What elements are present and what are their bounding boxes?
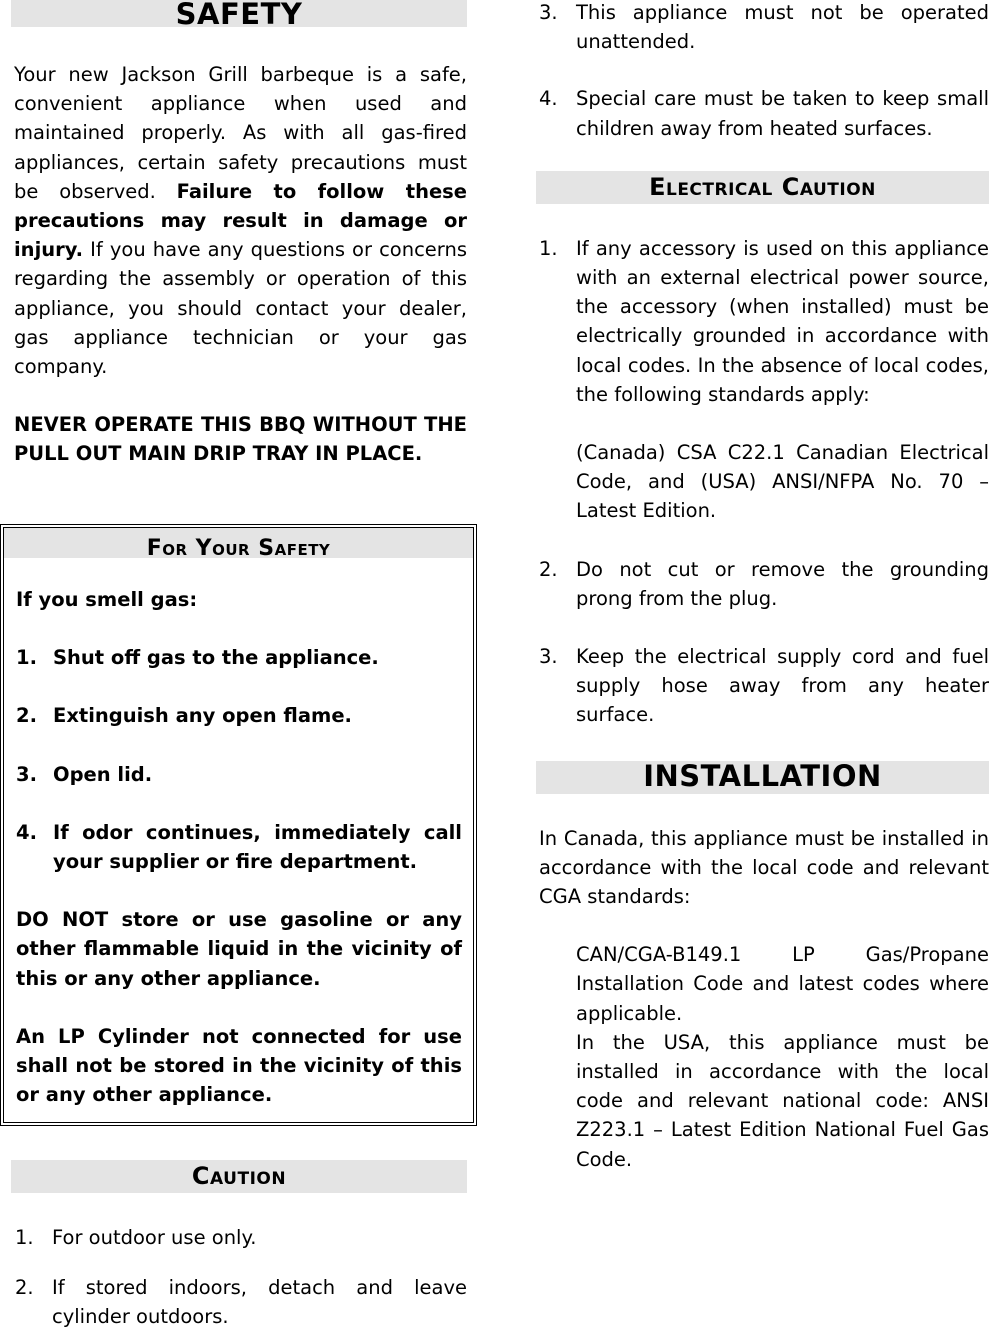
caution-list	[11, 1223, 467, 1332]
caution-section	[11, 1160, 467, 1332]
electrical-list-more	[536, 555, 989, 730]
gas-step: 4. If odor continues, immediately call your supplier or fire department.	[16, 820, 462, 874]
caution-item: 1. For outdoor use only.	[15, 1226, 257, 1249]
left-column	[11, 0, 467, 469]
gas-steps-list	[16, 643, 462, 876]
gas-step: 1. Shut off gas to the appliance.	[16, 646, 379, 670]
safety-intro-plain: Your new Jackson Grill barbeque is a safe, convenient appliance when used and maintained properly. As with all gas-fired appliances, certain safety precautions must be observed.	[14, 63, 467, 203]
caution-heading: Caution	[11, 1160, 467, 1193]
electrical-item: 3. Keep the electrical supply cord and fuel supply hose away from any heater surface.	[539, 645, 989, 727]
for-your-safety-box	[0, 524, 477, 1126]
caution-list-continued	[536, 0, 989, 143]
installation-intro: In Canada, this appliance must be installed in accordance with the local code and relevant CGA standards:	[539, 826, 989, 909]
electrical-caution-heading: Electrical Caution	[536, 171, 989, 204]
do-not-store-warning: DO NOT store or use gasoline or any other flammable liquid in the vicinity of this or any other appliance.	[16, 908, 462, 990]
right-column	[536, 0, 989, 1174]
caution-item: 2. If stored indoors, detach and leave cylinder outdoors.	[15, 1276, 467, 1329]
electrical-standards: (Canada) CSA C22.1 Canadian Electrical Code, and (USA) ANSI/NFPA No. 70 – Latest Edition.	[576, 441, 989, 523]
electrical-item: 1. If any accessory is used on this appliance with an external electrical power source, the accessory (when installed) must be electrically grounded in accordance with local codes. In the absence of local codes, the following standards apply:	[539, 236, 989, 406]
safety-intro	[11, 60, 467, 381]
electrical-list	[536, 234, 989, 409]
gas-step: 3. Open lid.	[16, 762, 153, 786]
safety-intro-bold: Failure to follow these precautions may result in damage or injury.	[14, 179, 468, 262]
installation-canada-code: CAN/CGA-B149.1 LP Gas/Propane Installation Code and latest codes where applicable.	[576, 943, 989, 1025]
caution-item: 3. This appliance must not be operated unattended.	[539, 1, 989, 54]
safety-heading: SAFETY	[11, 0, 467, 27]
drip-tray-warning: NEVER OPERATE THIS BBQ WITHOUT THE PULL OUT MAIN DRIP TRAY IN PLACE.	[14, 413, 467, 466]
gas-step: 2. Extinguish any open flame.	[16, 704, 352, 728]
lp-cylinder-warning: An LP Cylinder not connected for use shall not be stored in the vicinity of this or any other appliance.	[16, 1024, 462, 1107]
installation-usa-code: In the USA, this appliance must be installed in accordance with the local code and relevant national code: ANSI Z223.1 – Latest Edition National Fuel Gas Code.	[576, 1030, 989, 1171]
caution-item: 4. Special care must be taken to keep small children away from heated surfaces.	[539, 87, 989, 140]
for-your-safety-heading: For Your Safety	[4, 528, 473, 558]
smell-gas-heading: If you smell gas:	[16, 588, 198, 611]
safety-intro-tail: If you have any questions or concerns regarding the assembly or operation of this appliance, you should contact your dealer, gas appliance technician or your gas company.	[14, 238, 467, 379]
installation-heading: INSTALLATION	[536, 761, 989, 794]
electrical-item: 2. Do not cut or remove the grounding prong from the plug.	[539, 557, 989, 610]
